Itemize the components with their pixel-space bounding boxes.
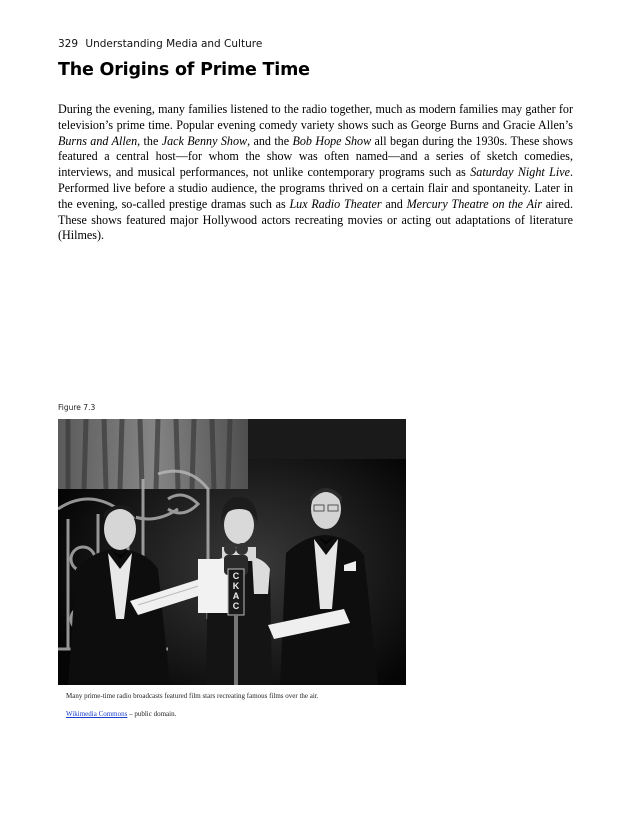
- credit-license: – public domain.: [127, 710, 177, 718]
- mic-letter: K: [232, 581, 240, 591]
- italic-title: Mercury Theatre on the Air: [406, 196, 543, 211]
- italic-title: Lux Radio Theater: [289, 196, 382, 211]
- figure-photo: [58, 419, 406, 685]
- paragraph-text: aired. These shows featured major Hollywood actors recreating movies or acting out adaptations of literature (Hilmes).: [58, 196, 573, 243]
- mic-letter: C: [232, 571, 240, 581]
- radio-broadcast-photo: [58, 419, 406, 685]
- body-paragraph: [58, 102, 573, 244]
- paragraph-text: , and the: [247, 133, 293, 148]
- book-title: Understanding Media and Culture: [85, 38, 263, 50]
- mic-letter: A: [232, 591, 240, 601]
- italic-title: Saturday Night Live: [470, 165, 570, 180]
- paragraph-text: and: [381, 196, 407, 211]
- mic-letter: C: [232, 601, 240, 611]
- paragraph-text: , the: [137, 133, 162, 148]
- running-header: [58, 38, 262, 50]
- section-title: The Origins of Prime Time: [58, 60, 310, 80]
- paragraph-text: . Performed live before a studio audience, the programs thrived on a certain flair and spontaneity. Later in the evening, so-called prestige dramas such as: [58, 165, 573, 211]
- figure-caption: Many prime-time radio broadcasts featured film stars recreating famous films over the air.: [66, 692, 319, 700]
- italic-title: Jack Benny Show: [161, 133, 248, 148]
- wikimedia-commons-link[interactable]: Wikimedia Commons: [66, 710, 128, 718]
- italic-title: Bob Hope Show: [292, 133, 372, 148]
- figure-credit: [66, 710, 176, 718]
- paragraph-text: During the evening, many families listened to the radio together, much as modern families may gather for television’s prime time. Popular evening comedy variety shows such as George Burns and Gracie Allen’s: [58, 102, 573, 132]
- figure-label: Figure 7.3: [58, 403, 96, 412]
- paragraph-text: all began during the 1930s. These shows featured a central host—for whom the show was often named—and a series of sketch comedies, interviews, and musical performances, not unlike contemporary programs such as: [58, 133, 573, 180]
- italic-title: Burns and Allen: [58, 133, 138, 148]
- page-number: 329: [58, 38, 79, 50]
